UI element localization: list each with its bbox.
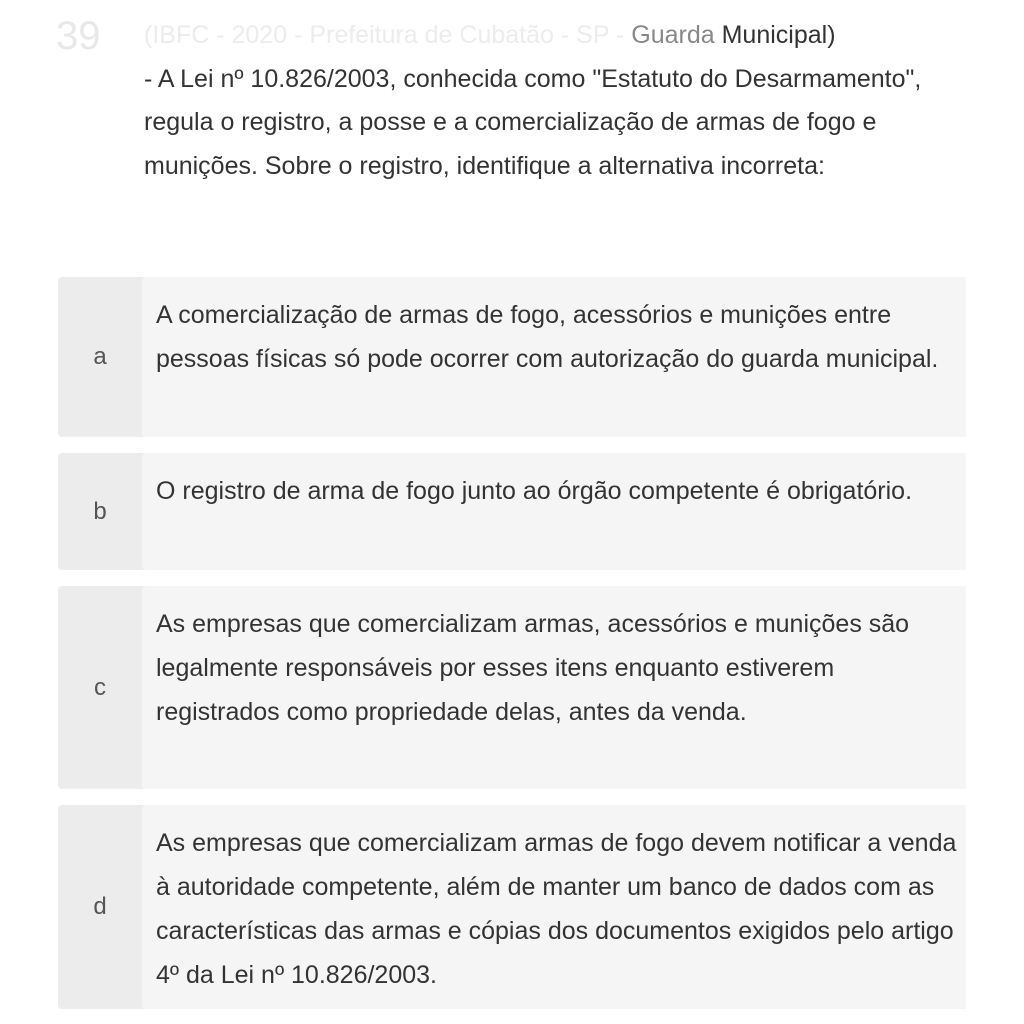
option-text[interactable]: O registro de arma de fogo junto ao órgão competente é obrigatório.	[142, 453, 966, 570]
option-letter[interactable]: d	[93, 893, 107, 920]
question-source-faded: (IBFC - 2020 - Prefeitura de Cubatão - SP -	[144, 21, 632, 49]
option-b[interactable]	[58, 453, 966, 570]
option-c[interactable]	[58, 586, 966, 789]
question-stem	[144, 14, 974, 188]
option-text[interactable]: As empresas que comercializam armas de fogo devem notificar a venda à autoridade competente, além de manter um banco de dados com as características das armas e cópias dos documentos exigidos pelo artigo 4º da Lei nº 10.826/2003.	[142, 805, 966, 1009]
option-text[interactable]: As empresas que comercializam armas, acessórios e munições são legalmente responsáveis por esses itens enquanto estiverem registrados como propriedade delas, antes da venda.	[142, 586, 966, 789]
question-source-dark: Municipal)	[721, 21, 836, 49]
option-letter[interactable]: c	[94, 673, 106, 701]
option-letter[interactable]: b	[93, 497, 107, 525]
option-letter[interactable]: a	[93, 343, 107, 370]
option-d[interactable]	[58, 805, 966, 1009]
answer-options	[58, 277, 966, 1024]
question-number: 39	[56, 14, 101, 58]
question-source	[144, 14, 974, 58]
question-source-mid: Guarda	[631, 21, 722, 49]
option-a[interactable]	[58, 277, 966, 437]
option-text[interactable]: A comercialização de armas de fogo, acessórios e munições entre pessoas físicas só pode ocorrer com autorização do guarda municipal.	[142, 277, 966, 437]
question-statement: - A Lei nº 10.826/2003, conhecida como "Estatuto do Desarmamento", regula o registro, a posse e a comercialização de armas de fogo e munições. Sobre o registro, identifique a alternativa incorreta:	[144, 64, 922, 180]
